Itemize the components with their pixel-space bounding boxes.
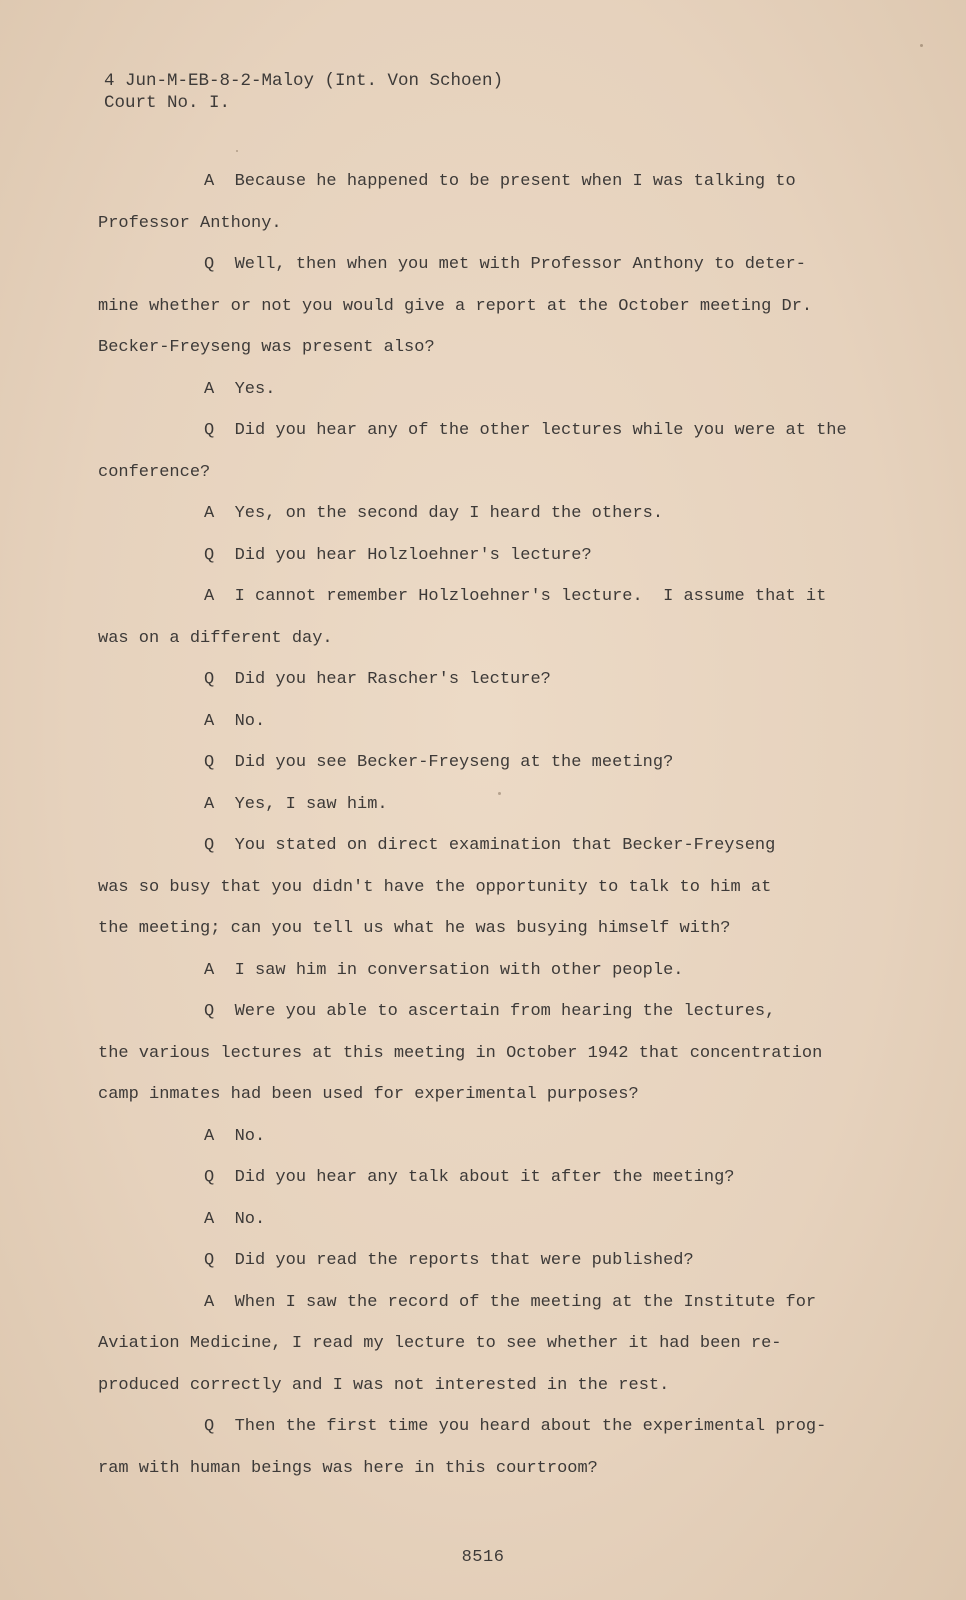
transcript-line: Q Did you hear Holzloehner's lecture? (204, 546, 592, 565)
transcript-line: A Because he happened to be present when I was talking to (204, 172, 796, 191)
transcript-line: A Yes, I saw him. (204, 795, 388, 814)
transcript-line: was on a different day. (98, 629, 333, 648)
transcript-line: A No. (204, 1127, 266, 1146)
transcript-line: Professor Anthony. (98, 214, 282, 233)
transcript-line: Q Did you hear Rascher's lecture? (204, 670, 551, 689)
header-session-line: 4 Jun-M-EB-8-2-Maloy (Int. Von Schoen) (104, 71, 504, 91)
transcript-line: A Yes, on the second day I heard the others. (204, 504, 664, 523)
transcript-line: A When I saw the record of the meeting at the Institute for (204, 1293, 817, 1312)
page-number: 8516 (461, 1548, 505, 1567)
paper-speck (498, 792, 501, 795)
paper-speck (920, 44, 923, 47)
header-court-line: Court No. I. (104, 93, 231, 113)
transcript-line: Q Did you hear any talk about it after the meeting? (204, 1168, 735, 1187)
transcript-line: A No. (204, 1210, 266, 1229)
transcript-line: Q Did you hear any of the other lectures while you were at the (204, 421, 847, 440)
transcript-line: mine whether or not you would give a report at the October meeting Dr. (98, 297, 813, 316)
transcript-line: Q Well, then when you met with Professor Anthony to deter- (204, 255, 806, 274)
document-header (104, 70, 503, 114)
transcript-line: conference? (98, 463, 211, 482)
transcript-line: A Yes. (204, 380, 276, 399)
transcript-line: camp inmates had been used for experimental purposes? (98, 1085, 639, 1104)
transcript-line: Aviation Medicine, I read my lecture to see whether it had been re- (98, 1334, 782, 1353)
transcript-line: Q Did you see Becker-Freyseng at the meeting? (204, 753, 674, 772)
transcript-line: Becker-Freyseng was present also? (98, 338, 435, 357)
transcript-line: A No. (204, 712, 266, 731)
transcript-line: Q Did you read the reports that were published? (204, 1251, 694, 1270)
paper-speck (236, 150, 238, 152)
transcript-line: A I cannot remember Holzloehner's lecture. I assume that it (204, 587, 827, 606)
transcript-line: was so busy that you didn't have the opportunity to talk to him at (98, 878, 772, 897)
transcript-line: A I saw him in conversation with other people. (204, 961, 684, 980)
transcript-line: the meeting; can you tell us what he was busying himself with? (98, 919, 731, 938)
transcript-line: produced correctly and I was not interested in the rest. (98, 1376, 670, 1395)
transcript-line: ram with human beings was here in this courtroom? (98, 1459, 598, 1478)
transcript-line: Q You stated on direct examination that Becker-Freyseng (204, 836, 776, 855)
transcript-line: the various lectures at this meeting in October 1942 that concentration (98, 1044, 823, 1063)
transcript-line: Q Were you able to ascertain from hearing the lectures, (204, 1002, 776, 1021)
transcript-line: Q Then the first time you heard about the experimental prog- (204, 1417, 827, 1436)
